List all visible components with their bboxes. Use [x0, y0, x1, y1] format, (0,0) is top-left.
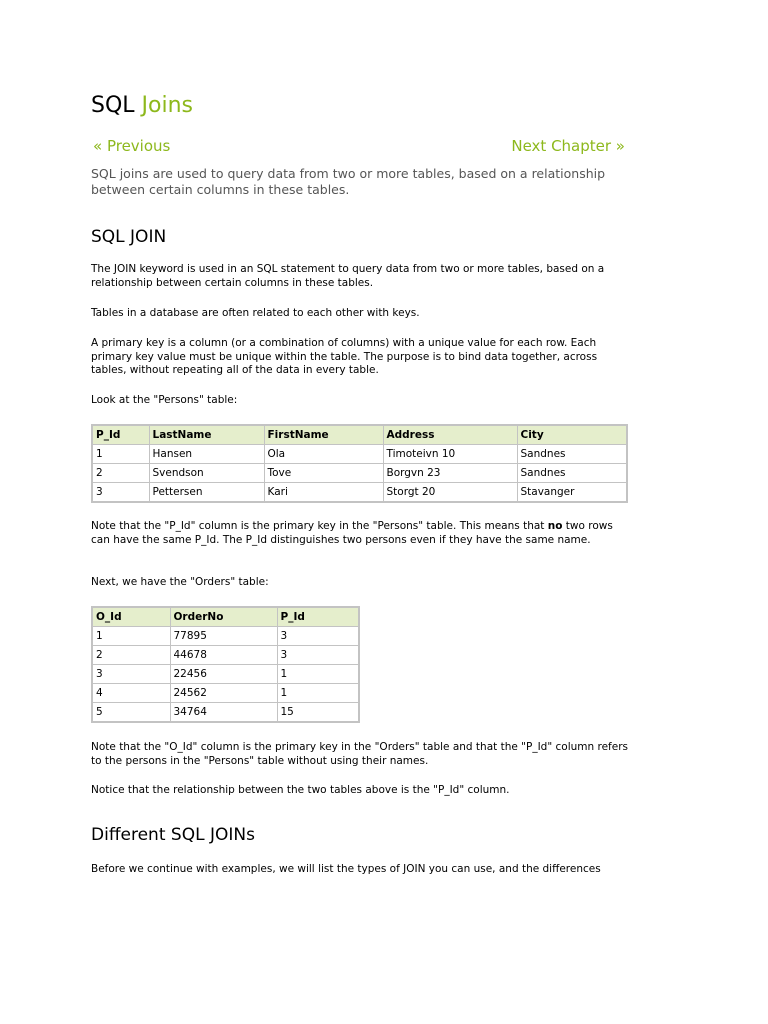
table-cell: Timoteivn 10 [383, 445, 517, 464]
title-main: SQL [91, 93, 135, 118]
table-cell: 3 [92, 483, 149, 503]
table-cell: Sandnes [517, 464, 627, 483]
table-header-row [92, 607, 359, 627]
paragraph-pid-note [91, 520, 631, 547]
section-heading-sql-join: SQL JOIN [91, 227, 167, 247]
pid-note-text-1: Note that the "P_Id" column is the primary key in the "Persons" table. This means that [91, 520, 548, 532]
pid-note-text-2: two rows can have the same P_Id. The P_Id distinguishes two persons even if they have the same name. [91, 520, 613, 546]
pid-note-bold: no [547, 520, 563, 532]
table-cell: 3 [92, 665, 170, 684]
paragraph-primary-key: A primary key is a column (or a combination of columns) with a unique value for each row. Each primary key value must be unique within the table. The purpose is to bind data together, across tables, without repeating all of the data in every table. [91, 337, 598, 376]
table-cell: Pettersen [149, 483, 264, 503]
table-cell: 24562 [170, 684, 277, 703]
column-header: City [517, 425, 627, 445]
table-row [92, 445, 627, 464]
column-header: P_Id [277, 607, 359, 627]
table-cell: 1 [277, 684, 359, 703]
column-header: FirstName [264, 425, 383, 445]
table-cell: 3 [277, 627, 359, 646]
table-cell: Kari [264, 483, 383, 503]
table-cell: 34764 [170, 703, 277, 723]
paragraph-oid-note: Note that the "O_Id" column is the primary key in the "Orders" table and that the "P_Id" column refers to the persons in the "Persons" table without using their names. [91, 741, 628, 767]
table-cell: Sandnes [517, 445, 627, 464]
table-cell: Stavanger [517, 483, 627, 503]
table-cell: 22456 [170, 665, 277, 684]
table-cell: Borgvn 23 [383, 464, 517, 483]
orders-table [91, 606, 360, 723]
table-cell: 1 [92, 627, 170, 646]
table-header-row [92, 425, 627, 445]
table-row [92, 483, 627, 503]
table-cell: 44678 [170, 646, 277, 665]
column-header: LastName [149, 425, 264, 445]
intro-text: SQL joins are used to query data from two or more tables, based on a relationship between certain columns in these tables. [91, 166, 606, 197]
table-cell: 5 [92, 703, 170, 723]
table-cell: 1 [92, 445, 149, 464]
table-row [92, 464, 627, 483]
paragraph-next-orders: Next, we have the "Orders" table: [91, 576, 269, 588]
table-cell: Storgt 20 [383, 483, 517, 503]
title-accent: Joins [141, 93, 194, 118]
paragraph-relationship: Notice that the relationship between the two tables above is the "P_Id" column. [91, 784, 510, 796]
column-header: OrderNo [170, 607, 277, 627]
table-row [92, 665, 359, 684]
table-row [92, 684, 359, 703]
page-title [91, 93, 193, 118]
table-cell: Hansen [149, 445, 264, 464]
paragraph-join-keyword: The JOIN keyword is used in an SQL statement to query data from two or more tables, based on a relationship between certain columns in these tables. [91, 263, 605, 289]
column-header: O_Id [92, 607, 170, 627]
table-cell: 3 [277, 646, 359, 665]
table-cell: 2 [92, 464, 149, 483]
paragraph-keys: Tables in a database are often related to each other with keys. [91, 307, 420, 319]
table-cell: 2 [92, 646, 170, 665]
section-heading-different-joins: Different SQL JOINs [91, 825, 255, 845]
paragraph-look-persons: Look at the "Persons" table: [91, 394, 238, 406]
table-row [92, 703, 359, 723]
persons-table [91, 424, 628, 503]
table-cell: 4 [92, 684, 170, 703]
next-chapter-link[interactable]: Next Chapter » [511, 137, 625, 155]
paragraph-before-examples: Before we continue with examples, we will list the types of JOIN you can use, and the differences [91, 863, 601, 875]
table-cell: 1 [277, 665, 359, 684]
table-cell: Svendson [149, 464, 264, 483]
table-cell: 77895 [170, 627, 277, 646]
previous-link[interactable]: « Previous [93, 137, 171, 155]
table-cell: Tove [264, 464, 383, 483]
column-header: Address [383, 425, 517, 445]
table-cell: 15 [277, 703, 359, 723]
column-header: P_Id [92, 425, 149, 445]
table-row [92, 646, 359, 665]
table-row [92, 627, 359, 646]
table-cell: Ola [264, 445, 383, 464]
